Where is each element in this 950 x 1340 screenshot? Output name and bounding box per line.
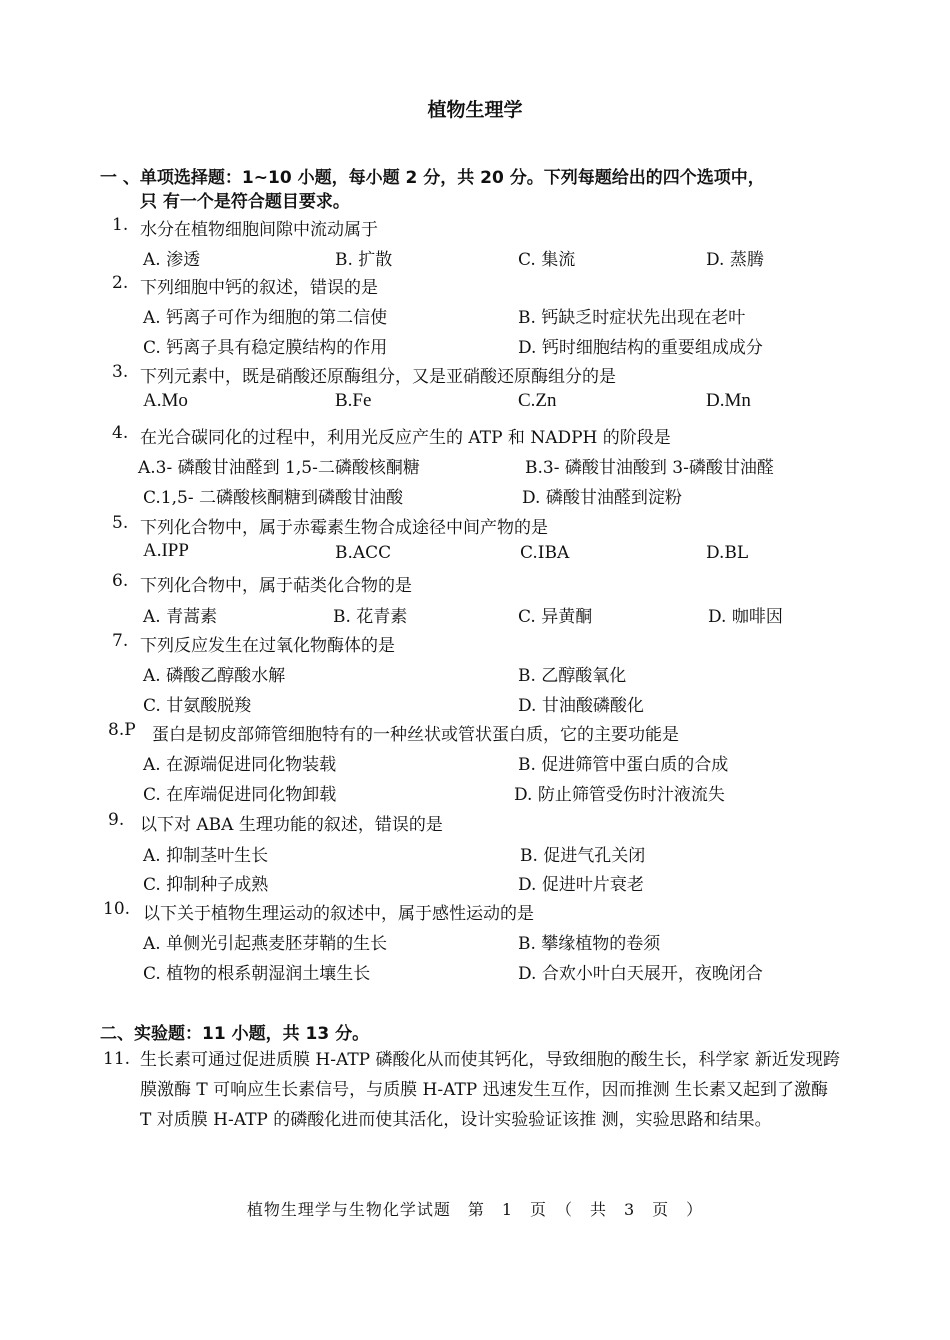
question-number: 1. xyxy=(112,215,129,235)
option-a: A. 在源端促进同化物装载 xyxy=(143,755,337,775)
option-a: A. 单侧光引起燕麦胚芽鞘的生长 xyxy=(143,934,388,954)
option-c: C.1,5- 二磷酸核酮糖到磷酸甘油酸 xyxy=(143,488,403,508)
question-11-text: 生长素可通过促进质膜 H-ATP 磷酸化从而使其钙化，导致细胞的酸生长，科学家 新近发现跨膜激酶 T 可响应生长素信号，与质膜 H-ATP 迅速发生互作，因而推测 生长素又起到了激酶 T 对质膜 H-ATP 的磷酸化进而使其活化，设计实验验证该推 测，实验思路和结果。 xyxy=(140,1050,840,1130)
question-number: 4. xyxy=(112,423,129,443)
question-number: 5. xyxy=(112,513,129,533)
option-d: D.BL xyxy=(706,543,749,563)
option-d: D. 甘油酸磷酸化 xyxy=(518,696,644,716)
section-1-heading-cont: 只 有一个是符合题目要求。 xyxy=(140,192,350,212)
section-2-heading: 二、实验题：11 小题，共 13 分。 xyxy=(100,1024,370,1044)
option-b: B. 促进气孔关闭 xyxy=(520,846,646,866)
option-d: D. 合欢小叶白天展开，夜晚闭合 xyxy=(518,964,763,984)
option-b: B.ACC xyxy=(335,543,392,563)
option-d: D. 促进叶片衰老 xyxy=(518,875,644,895)
option-a: A. 抑制茎叶生长 xyxy=(143,846,269,866)
option-a: A.IPP xyxy=(143,540,189,561)
question-stem: 以下关于植物生理运动的叙述中，属于感性运动的是 xyxy=(143,904,534,924)
question-number: 8.P xyxy=(108,720,136,740)
question-number: 9. xyxy=(108,810,125,830)
option-b: B. 乙醇酸氧化 xyxy=(518,666,627,686)
option-a: A.Mo xyxy=(143,390,188,411)
question-stem: 下列反应发生在过氧化物酶体的是 xyxy=(140,636,395,656)
option-a: A. 磷酸乙醇酸水解 xyxy=(143,666,286,686)
question-number: 2. xyxy=(112,273,129,293)
option-c: C. 植物的根系朝湿润土壤生长 xyxy=(143,964,371,984)
question-stem: 下列化合物中，属于萜类化合物的是 xyxy=(140,576,412,596)
question-number: 3. xyxy=(112,362,129,382)
question-number: 6. xyxy=(112,571,129,591)
option-d: D. 咖啡因 xyxy=(708,607,783,627)
option-d: D. 钙时细胞结构的重要组成成分 xyxy=(518,338,763,358)
question-number: 7. xyxy=(112,631,129,651)
option-c: C. 在库端促进同化物卸载 xyxy=(143,785,337,805)
page-footer: 植物生理学与生物化学试题 第 1 页 （ 共 3 页 ） xyxy=(246,1200,704,1219)
option-c: C. 异黄酮 xyxy=(518,607,593,627)
option-b: B. 扩散 xyxy=(335,250,393,270)
question-stem: 在光合碳同化的过程中，利用光反应产生的 ATP 和 NADPH 的阶段是 xyxy=(140,428,671,448)
page-title: 植物生理学 xyxy=(427,99,523,121)
option-c: C. 集流 xyxy=(518,250,576,270)
option-d: D. 磷酸甘油醛到淀粉 xyxy=(522,488,682,508)
option-b: B.Fe xyxy=(335,390,372,411)
option-a: A. 渗透 xyxy=(143,250,201,270)
option-c: C. 甘氨酸脱羧 xyxy=(143,696,252,716)
question-stem: 以下对 ABA 生理功能的叙述，错误的是 xyxy=(140,815,443,835)
option-c: C. 抑制种子成熟 xyxy=(143,875,269,895)
option-b: B. 攀缘植物的卷须 xyxy=(518,934,661,954)
option-d: D. 蒸腾 xyxy=(706,250,764,270)
question-number: 11. xyxy=(103,1049,131,1069)
option-d: D.Mn xyxy=(706,390,751,411)
question-stem: 下列细胞中钙的叙述，错误的是 xyxy=(140,278,378,298)
option-b: B. 钙缺乏时症状先出现在老叶 xyxy=(518,308,746,328)
option-d: D. 防止筛管受伤时汁液流失 xyxy=(514,785,725,805)
option-b: B. 促进筛管中蛋白质的合成 xyxy=(518,755,729,775)
question-number: 10. xyxy=(103,899,131,919)
option-c: C.Zn xyxy=(518,390,557,411)
question-stem: 蛋白是韧皮部筛管细胞特有的一种丝状或管状蛋白质，它的主要功能是 xyxy=(152,725,679,745)
question-stem: 水分在植物细胞间隙中流动属于 xyxy=(140,220,378,240)
option-a: A. 钙离子可作为细胞的第二信使 xyxy=(143,308,388,328)
question-stem: 下列元素中，既是硝酸还原酶组分，又是亚硝酸还原酶组分的是 xyxy=(140,367,616,387)
option-b: B.3- 磷酸甘油酸到 3-磷酸甘油醛 xyxy=(525,458,774,478)
option-a: A. 青蒿素 xyxy=(143,607,218,627)
option-a: A.3- 磷酸甘油醛到 1,5-二磷酸核酮糖 xyxy=(138,458,420,478)
option-c: C.IBA xyxy=(520,543,570,563)
option-b: B. 花青素 xyxy=(333,607,408,627)
section-1-heading: 一 、单项选择题：1~10 小题，每小题 2 分，共 20 分。下列每题给出的四个选项中， xyxy=(100,168,765,188)
question-stem: 下列化合物中，属于赤霉素生物合成途径中间产物的是 xyxy=(140,518,548,538)
option-c: C. 钙离子具有稳定膜结构的作用 xyxy=(143,338,388,358)
